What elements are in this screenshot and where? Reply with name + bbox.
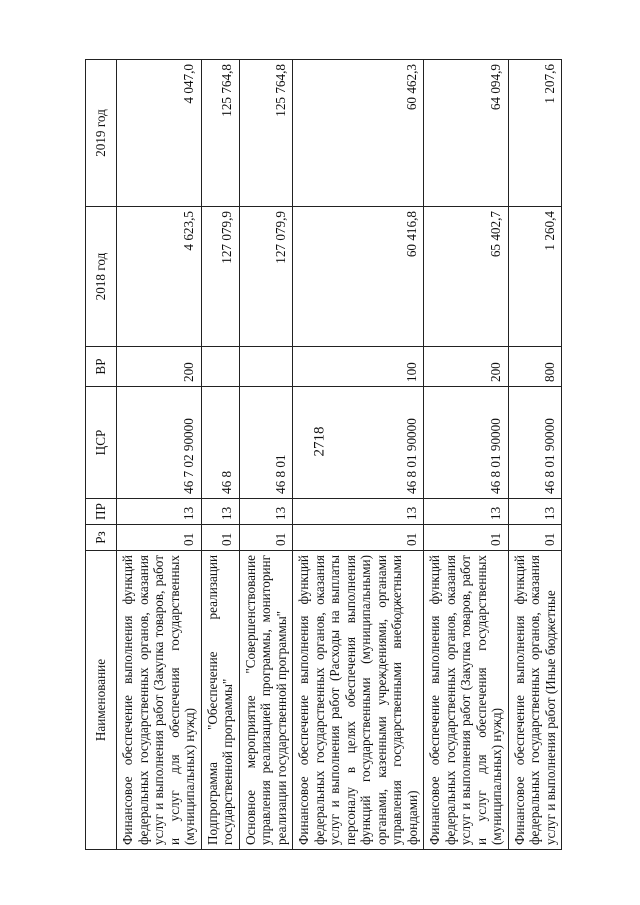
header-pr: ПР — [86, 499, 117, 525]
row-2018: 127 079,9 — [239, 207, 293, 347]
table-row — [293, 60, 424, 850]
row-pr: 13 — [508, 499, 562, 525]
row-csr: 46 7 02 90000 — [117, 387, 202, 499]
row-2019: 64 094,9 — [424, 60, 509, 207]
row-2019: 125 764,8 — [239, 60, 293, 207]
row-rz: 01 — [424, 525, 509, 551]
row-csr: 46 8 — [201, 387, 239, 499]
table-row — [424, 60, 509, 850]
table-row — [508, 60, 562, 850]
row-pr: 13 — [117, 499, 202, 525]
header-vr: ВР — [86, 347, 117, 387]
row-2019: 4 047,0 — [117, 60, 202, 207]
header-rz: Рз — [86, 525, 117, 551]
row-2018: 60 416,8 — [293, 207, 424, 347]
row-name: Финансовое обеспечение выполнения функций федеральных государственных органов, оказания услуг и выполнения работ (Закупка товаров, работ и услуг для обеспечения государственных (муниципальных) нужд) — [424, 551, 509, 850]
row-rz: 01 — [508, 525, 562, 551]
header-name: Наименование — [86, 551, 117, 850]
table-row — [201, 60, 239, 850]
row-2018: 65 402,7 — [424, 207, 509, 347]
row-name: Финансовое обеспечение выполнения функций федеральных государственных органов, оказания услуг и выполнения работ (Закупка товаров, работ и услуг для обеспечения государственных (муниципальных) нужд) — [117, 551, 202, 850]
row-pr: 13 — [239, 499, 293, 525]
row-name: Подпрограмма "Обеспечение реализации государственной программы" — [201, 551, 239, 850]
table-row — [239, 60, 293, 850]
row-name: Финансовое обеспечение выполнения функций федеральных государственных органов, оказания услуг и выполнения работ (Иные бюджетные — [508, 551, 562, 850]
row-name: Основное мероприятие "Совершенствование управления реализацией программы, мониторинг реализации государственной программы" — [239, 551, 293, 850]
row-vr: 100 — [293, 347, 424, 387]
row-2018: 4 623,5 — [117, 207, 202, 347]
row-rz: 01 — [239, 525, 293, 551]
header-2019: 2019 год — [86, 60, 117, 207]
rotated-table-area — [85, 60, 635, 850]
row-csr: 46 8 01 90000 — [293, 387, 424, 499]
header-csr: ЦСР — [86, 387, 117, 499]
row-vr: 800 — [508, 347, 562, 387]
row-vr: 200 — [424, 347, 509, 387]
header-row — [86, 60, 117, 850]
row-2019: 60 462,3 — [293, 60, 424, 207]
page-number: 2718 — [311, 426, 328, 457]
row-2019: 125 764,8 — [201, 60, 239, 207]
row-csr: 46 8 01 90000 — [424, 387, 509, 499]
row-vr — [201, 347, 239, 387]
row-vr — [239, 347, 293, 387]
row-csr: 46 8 01 — [239, 387, 293, 499]
row-rz: 01 — [117, 525, 202, 551]
row-pr: 13 — [424, 499, 509, 525]
row-name: Финансовое обеспечение выполнения функций федеральных государственных органов, оказания услуг и выполнения работ (Расходы на выплаты персоналу в целях обеспечения выполнения функций государственными (муниципальными) органами, казенными учреждениями, органами управления государственными внебюджетными фондами) — [293, 551, 424, 850]
row-rz: 01 — [201, 525, 239, 551]
row-pr: 13 — [201, 499, 239, 525]
row-pr: 13 — [293, 499, 424, 525]
table-header — [86, 60, 117, 850]
row-2018: 1 260,4 — [508, 207, 562, 347]
row-2019: 1 207,6 — [508, 60, 562, 207]
row-rz: 01 — [293, 525, 424, 551]
table-row — [117, 60, 202, 850]
table-body — [117, 60, 562, 850]
header-2018: 2018 год — [86, 207, 117, 347]
row-2018: 127 079,9 — [201, 207, 239, 347]
budget-table — [85, 59, 562, 850]
table-container — [85, 60, 635, 850]
row-vr: 200 — [117, 347, 202, 387]
row-csr: 46 8 01 90000 — [508, 387, 562, 499]
